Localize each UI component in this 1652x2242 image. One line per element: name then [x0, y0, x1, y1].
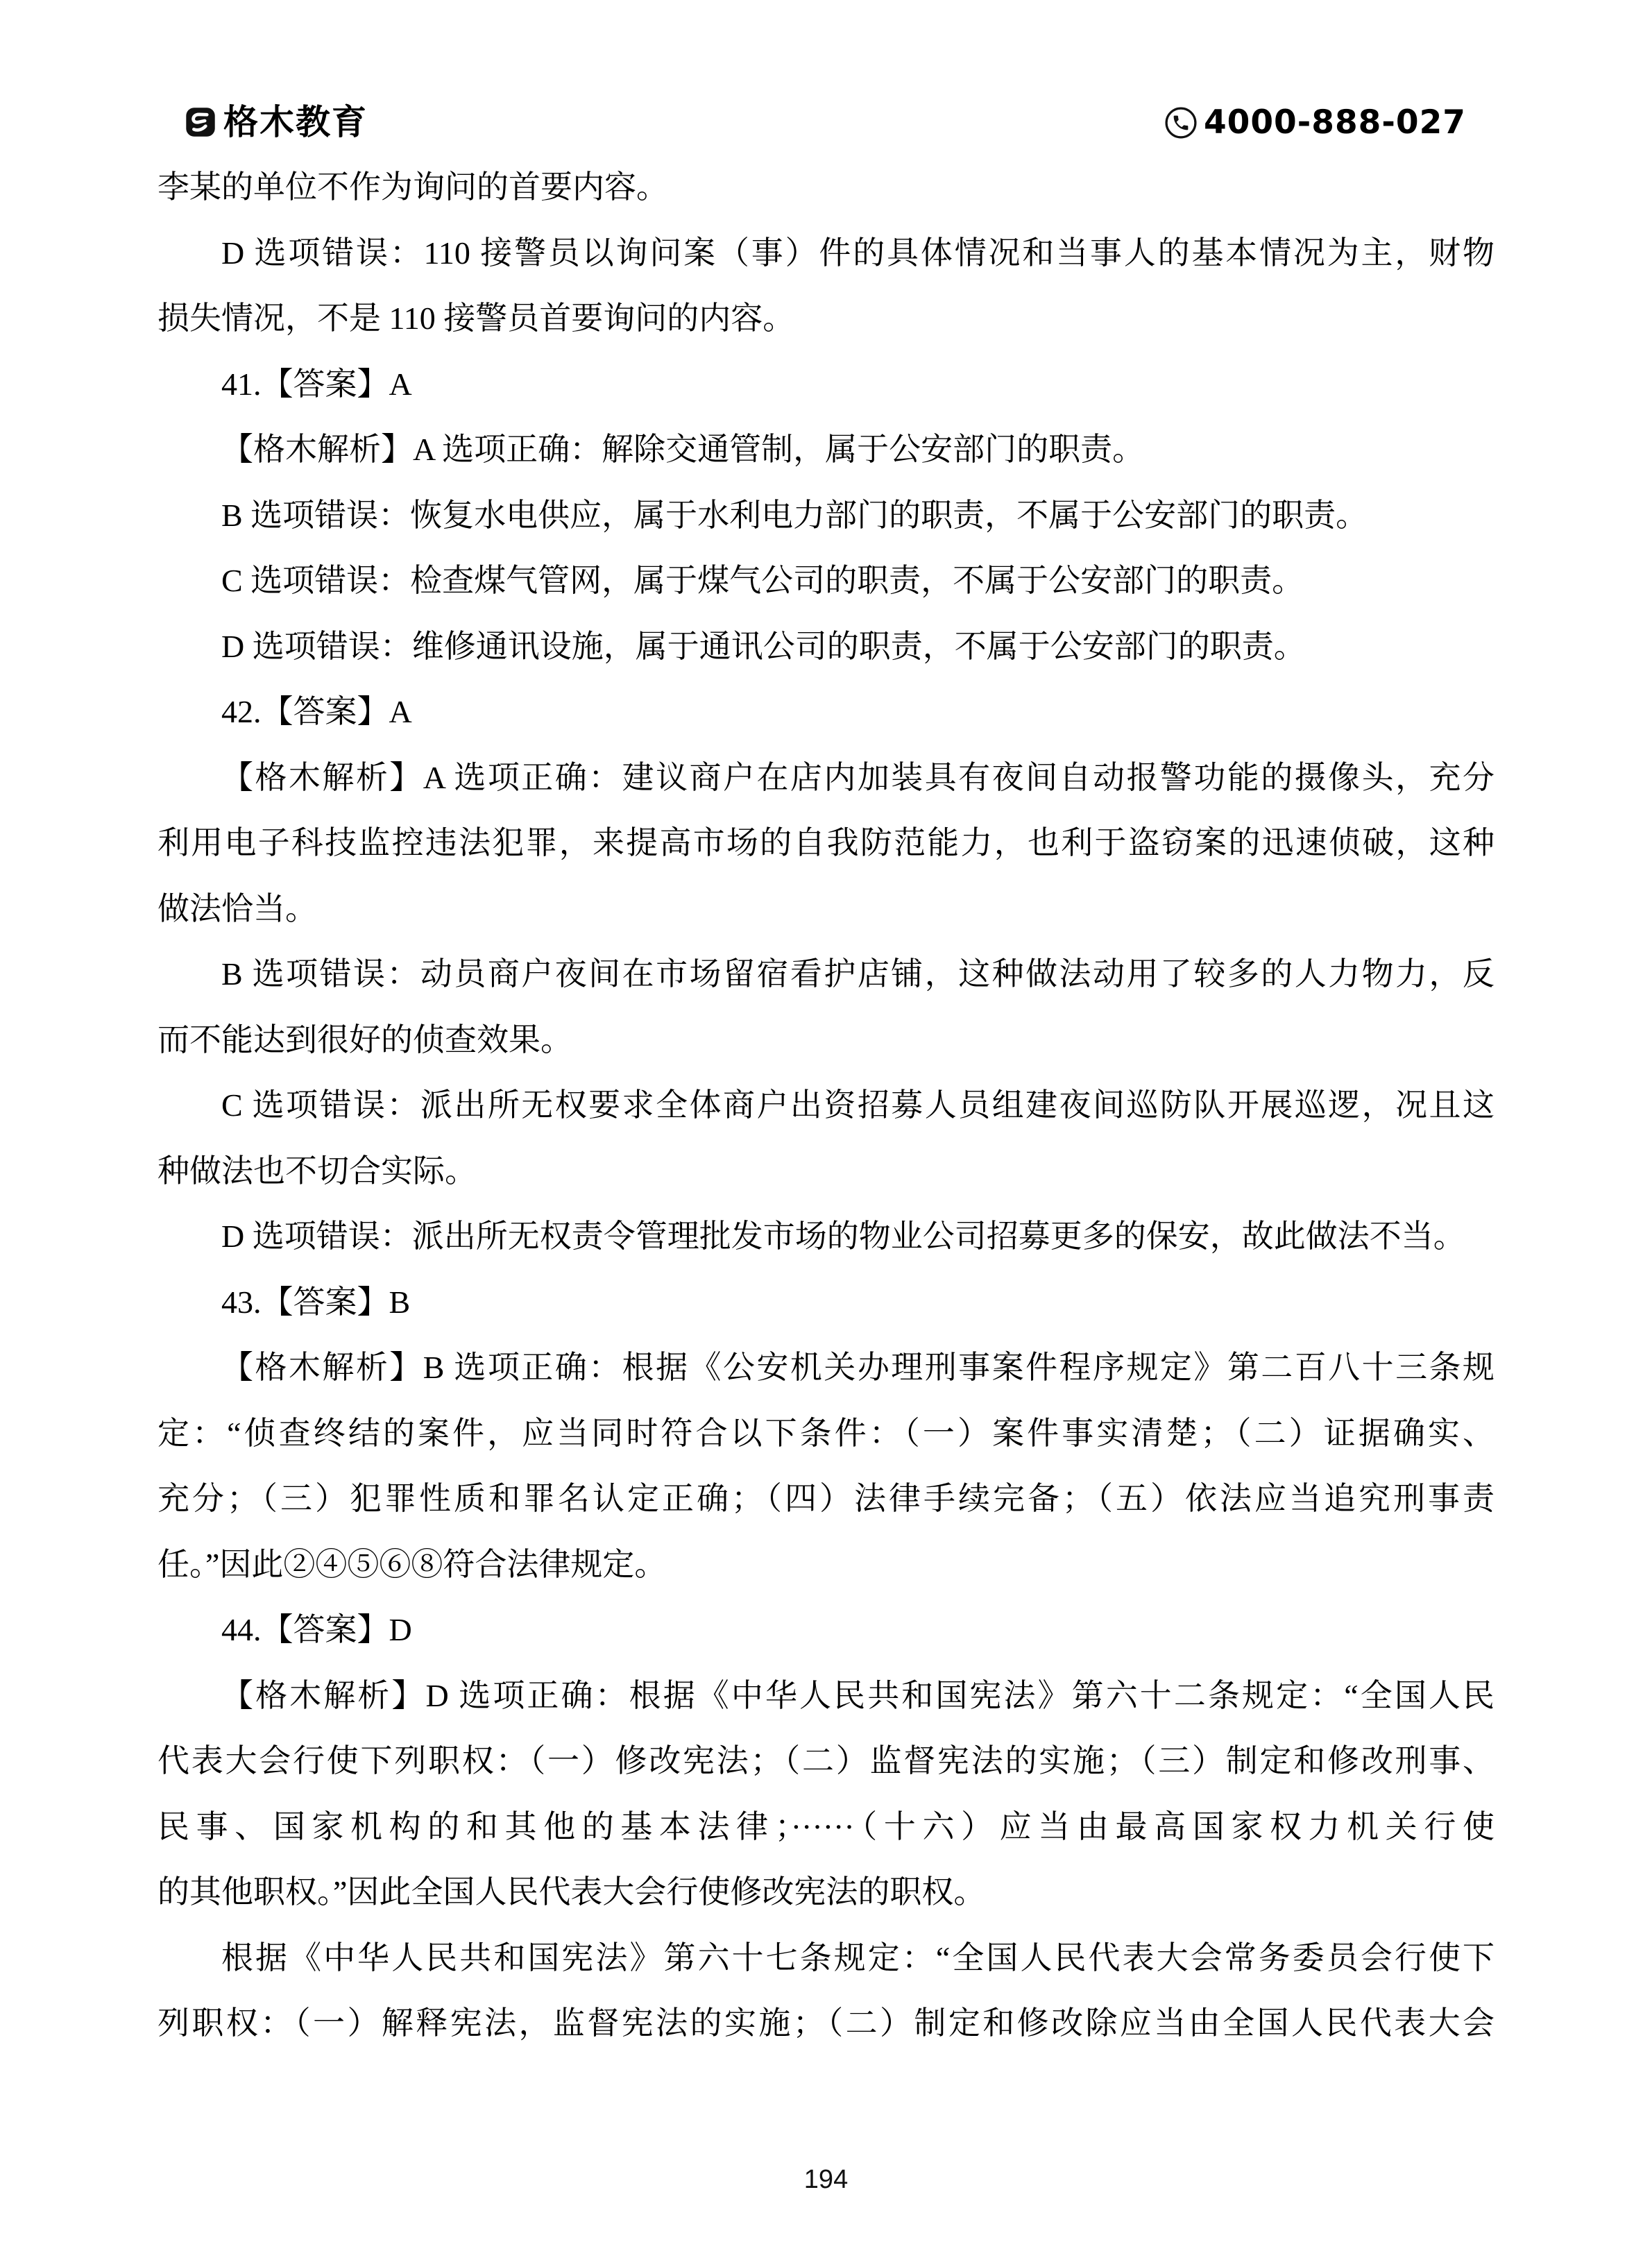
text-line: 列职权：（一）解释宪法，监督宪法的实施；（二）制定和修改除应当由全国人民代表大会: [157, 2005, 1495, 2041]
text-line: 而不能达到很好的侦查效果。: [157, 1021, 572, 1058]
text-line: C 选项错误：检查煤气管网，属于煤气公司的职责，不属于公安部门的职责。: [221, 563, 1304, 598]
phone-number: 4000-888-027: [1203, 103, 1466, 142]
text-line: 41.【答案】A: [221, 366, 412, 402]
text-line: 损失情况，不是 110 接警员首要询问的内容。: [157, 300, 795, 336]
text-line: 种做法也不切合实际。: [157, 1153, 477, 1189]
text-line: 43.【答案】B: [221, 1284, 411, 1320]
text-line: 【格木解析】A 选项正确：解除交通管制，属于公安部门的职责。: [221, 432, 1145, 467]
text-line: 李某的单位不作为询问的首要内容。: [157, 169, 668, 205]
text-line: D 选项错误：维修通讯设施，属于通讯公司的职责，不属于公安部门的职责。: [221, 628, 1306, 664]
brand-header: [185, 102, 368, 142]
text-line: C 选项错误：派出所无权要求全体商户出资招募人员组建夜间巡防队开展巡逻，况且这: [221, 1087, 1495, 1123]
gemu-logo-icon: [185, 105, 216, 139]
text-line: 充分；（三）犯罪性质和罪名认定正确；（四）法律手续完备；（五）依法应当追究刑事责: [157, 1481, 1495, 1516]
text-line: 任。”因此②④⑤⑥⑧符合法律规定。: [157, 1546, 667, 1582]
text-line: D 选项错误：110 接警员以询问案（事）件的具体情况和当事人的基本情况为主，财物: [221, 235, 1495, 271]
text-line: 42.【答案】A: [221, 694, 412, 729]
text-line: 根据《中华人民共和国宪法》第六十七条规定：“全国人民代表大会常务委员会行使下: [221, 1939, 1495, 1976]
text-line: 的其他职权。”因此全国人民代表大会行使修改宪法的职权。: [157, 1874, 986, 1910]
text-line: D 选项错误：派出所无权责令管理批发市场的物业公司招募更多的保安，故此做法不当。: [221, 1218, 1465, 1254]
text-line: 利用电子科技监控违法犯罪，来提高市场的自我防范能力，也利于盗窃案的迅速侦破，这种: [157, 825, 1495, 860]
text-line: 44.【答案】D: [221, 1612, 412, 1647]
page-number: 194: [803, 2165, 849, 2194]
contact-phone: [1165, 103, 1466, 142]
body-text: [157, 155, 1495, 2057]
text-line: 民事、国家机构的和其他的基本法律；······（十六）应当由最高国家权力机关行使: [157, 1808, 1495, 1844]
text-line: B 选项错误：动员商户夜间在市场留宿看护店铺，这种做法动用了较多的人力物力，反: [221, 956, 1495, 992]
text-line: 定：“侦查终结的案件，应当同时符合以下条件：（一）案件事实清楚；（二）证据确实、: [157, 1415, 1495, 1451]
text-line: 做法恰当。: [157, 890, 317, 926]
text-line: 【格木解析】D 选项正确：根据《中华人民共和国宪法》第六十二条规定：“全国人民: [221, 1677, 1495, 1713]
text-line: 【格木解析】A 选项正确：建议商户在店内加装具有夜间自动报警功能的摄像头，充分: [221, 759, 1495, 795]
brand-name: 格木教育: [223, 102, 368, 142]
text-line: 代表大会行使下列职权：（一）修改宪法；（二）监督宪法的实施；（三）制定和修改刑事、: [157, 1743, 1495, 1778]
text-line: 【格木解析】B 选项正确：根据《公安机关办理刑事案件程序规定》第二百八十三条规: [221, 1350, 1495, 1385]
phone-icon: [1165, 107, 1197, 139]
text-line: B 选项错误：恢复水电供应，属于水利电力部门的职责，不属于公安部门的职责。: [221, 497, 1368, 533]
